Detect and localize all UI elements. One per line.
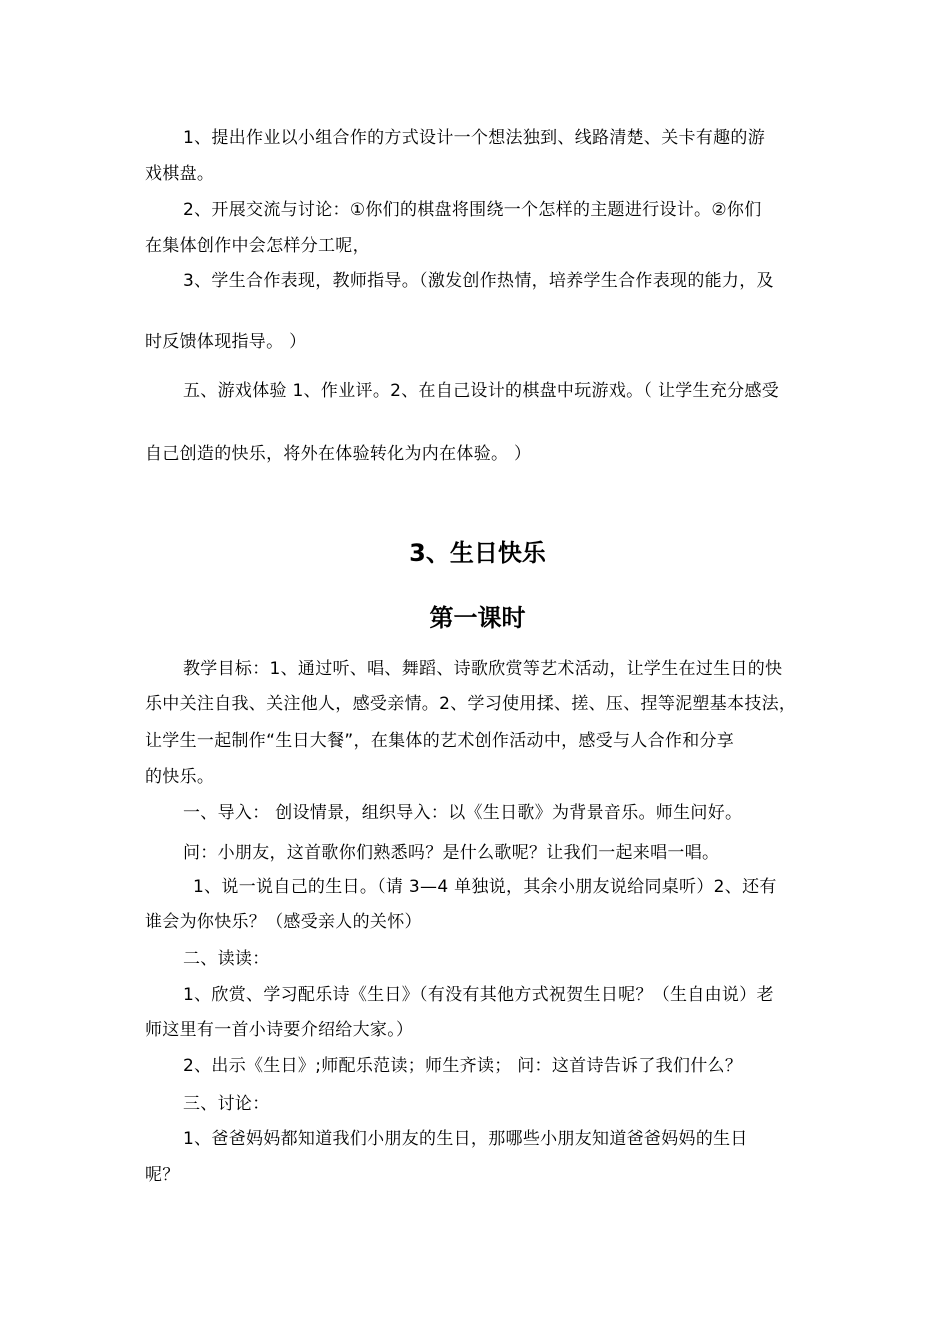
lesson-subtitle: 第一课时 xyxy=(429,604,526,632)
paragraph-line: 2、出示《生日》;师配乐范读；师生齐读； 问：这首诗告诉了我们什么？ xyxy=(183,1056,743,1076)
paragraph-line: 1、说一说自己的生日。（请 3—4 单独说，其余小朋友说给同桌听）2、还有 xyxy=(193,877,777,897)
paragraph-line: 五、游戏体验 1、作业评。2、在自己设计的棋盘中玩游戏。（ 让学生充分感受 xyxy=(183,381,780,401)
paragraph-line: 1、欣赏、学习配乐诗《生日》（有没有其他方式祝贺生日呢？（生自由说）老 xyxy=(183,985,774,1005)
paragraph-line: 2、开展交流与讨论：①你们的棋盘将围绕一个怎样的主题进行设计。②你们 xyxy=(183,200,762,220)
paragraph-line: 谁会为你快乐？（感受亲人的关怀） xyxy=(145,912,422,932)
paragraph-line: 问：小朋友，这首歌你们熟悉吗？是什么歌呢？让我们一起来唱一唱。 xyxy=(183,843,720,863)
section-title: 3、生日快乐 xyxy=(409,539,546,567)
paragraph-line: 戏棋盘。 xyxy=(145,164,215,184)
paragraph-line: 时反馈体现指导。 ） xyxy=(145,332,307,352)
paragraph-line: 乐中关注自我、关注他人，感受亲情。2、学习使用揉、搓、压、捏等泥塑基本技法， xyxy=(145,694,797,714)
paragraph-line: 师这里有一首小诗要介绍给大家。） xyxy=(145,1020,414,1040)
paragraph-line: 3、学生合作表现，教师指导。（激发创作热情，培养学生合作表现的能力，及 xyxy=(183,271,774,291)
paragraph-line: 自己创造的快乐，将外在体验转化为内在体验。 ） xyxy=(145,444,532,464)
paragraph-line: 三、讨论： xyxy=(183,1094,270,1114)
paragraph-line: 在集体创作中会怎样分工呢， xyxy=(145,236,370,256)
paragraph-line: 1、提出作业以小组合作的方式设计一个想法独到、线路清楚、关卡有趣的游 xyxy=(183,128,766,148)
paragraph-line: 二、读读： xyxy=(183,949,270,969)
paragraph-line: 呢？ xyxy=(145,1165,180,1185)
paragraph-line: 的快乐。 xyxy=(145,767,215,787)
paragraph-line: 让学生一起制作“生日大餐”，在集体的艺术创作活动中，感受与人合作和分享 xyxy=(145,731,735,751)
paragraph-line: 教学目标：1、通过听、唱、舞蹈、诗歌欣赏等艺术活动，让学生在过生日的快 xyxy=(183,659,783,679)
paragraph-line: 一、导入： 创设情景，组织导入：以《生日歌》为背景音乐。师生问好。 xyxy=(183,803,743,823)
paragraph-line: 1、爸爸妈妈都知道我们小朋友的生日，那哪些小朋友知道爸爸妈妈的生日 xyxy=(183,1129,748,1149)
